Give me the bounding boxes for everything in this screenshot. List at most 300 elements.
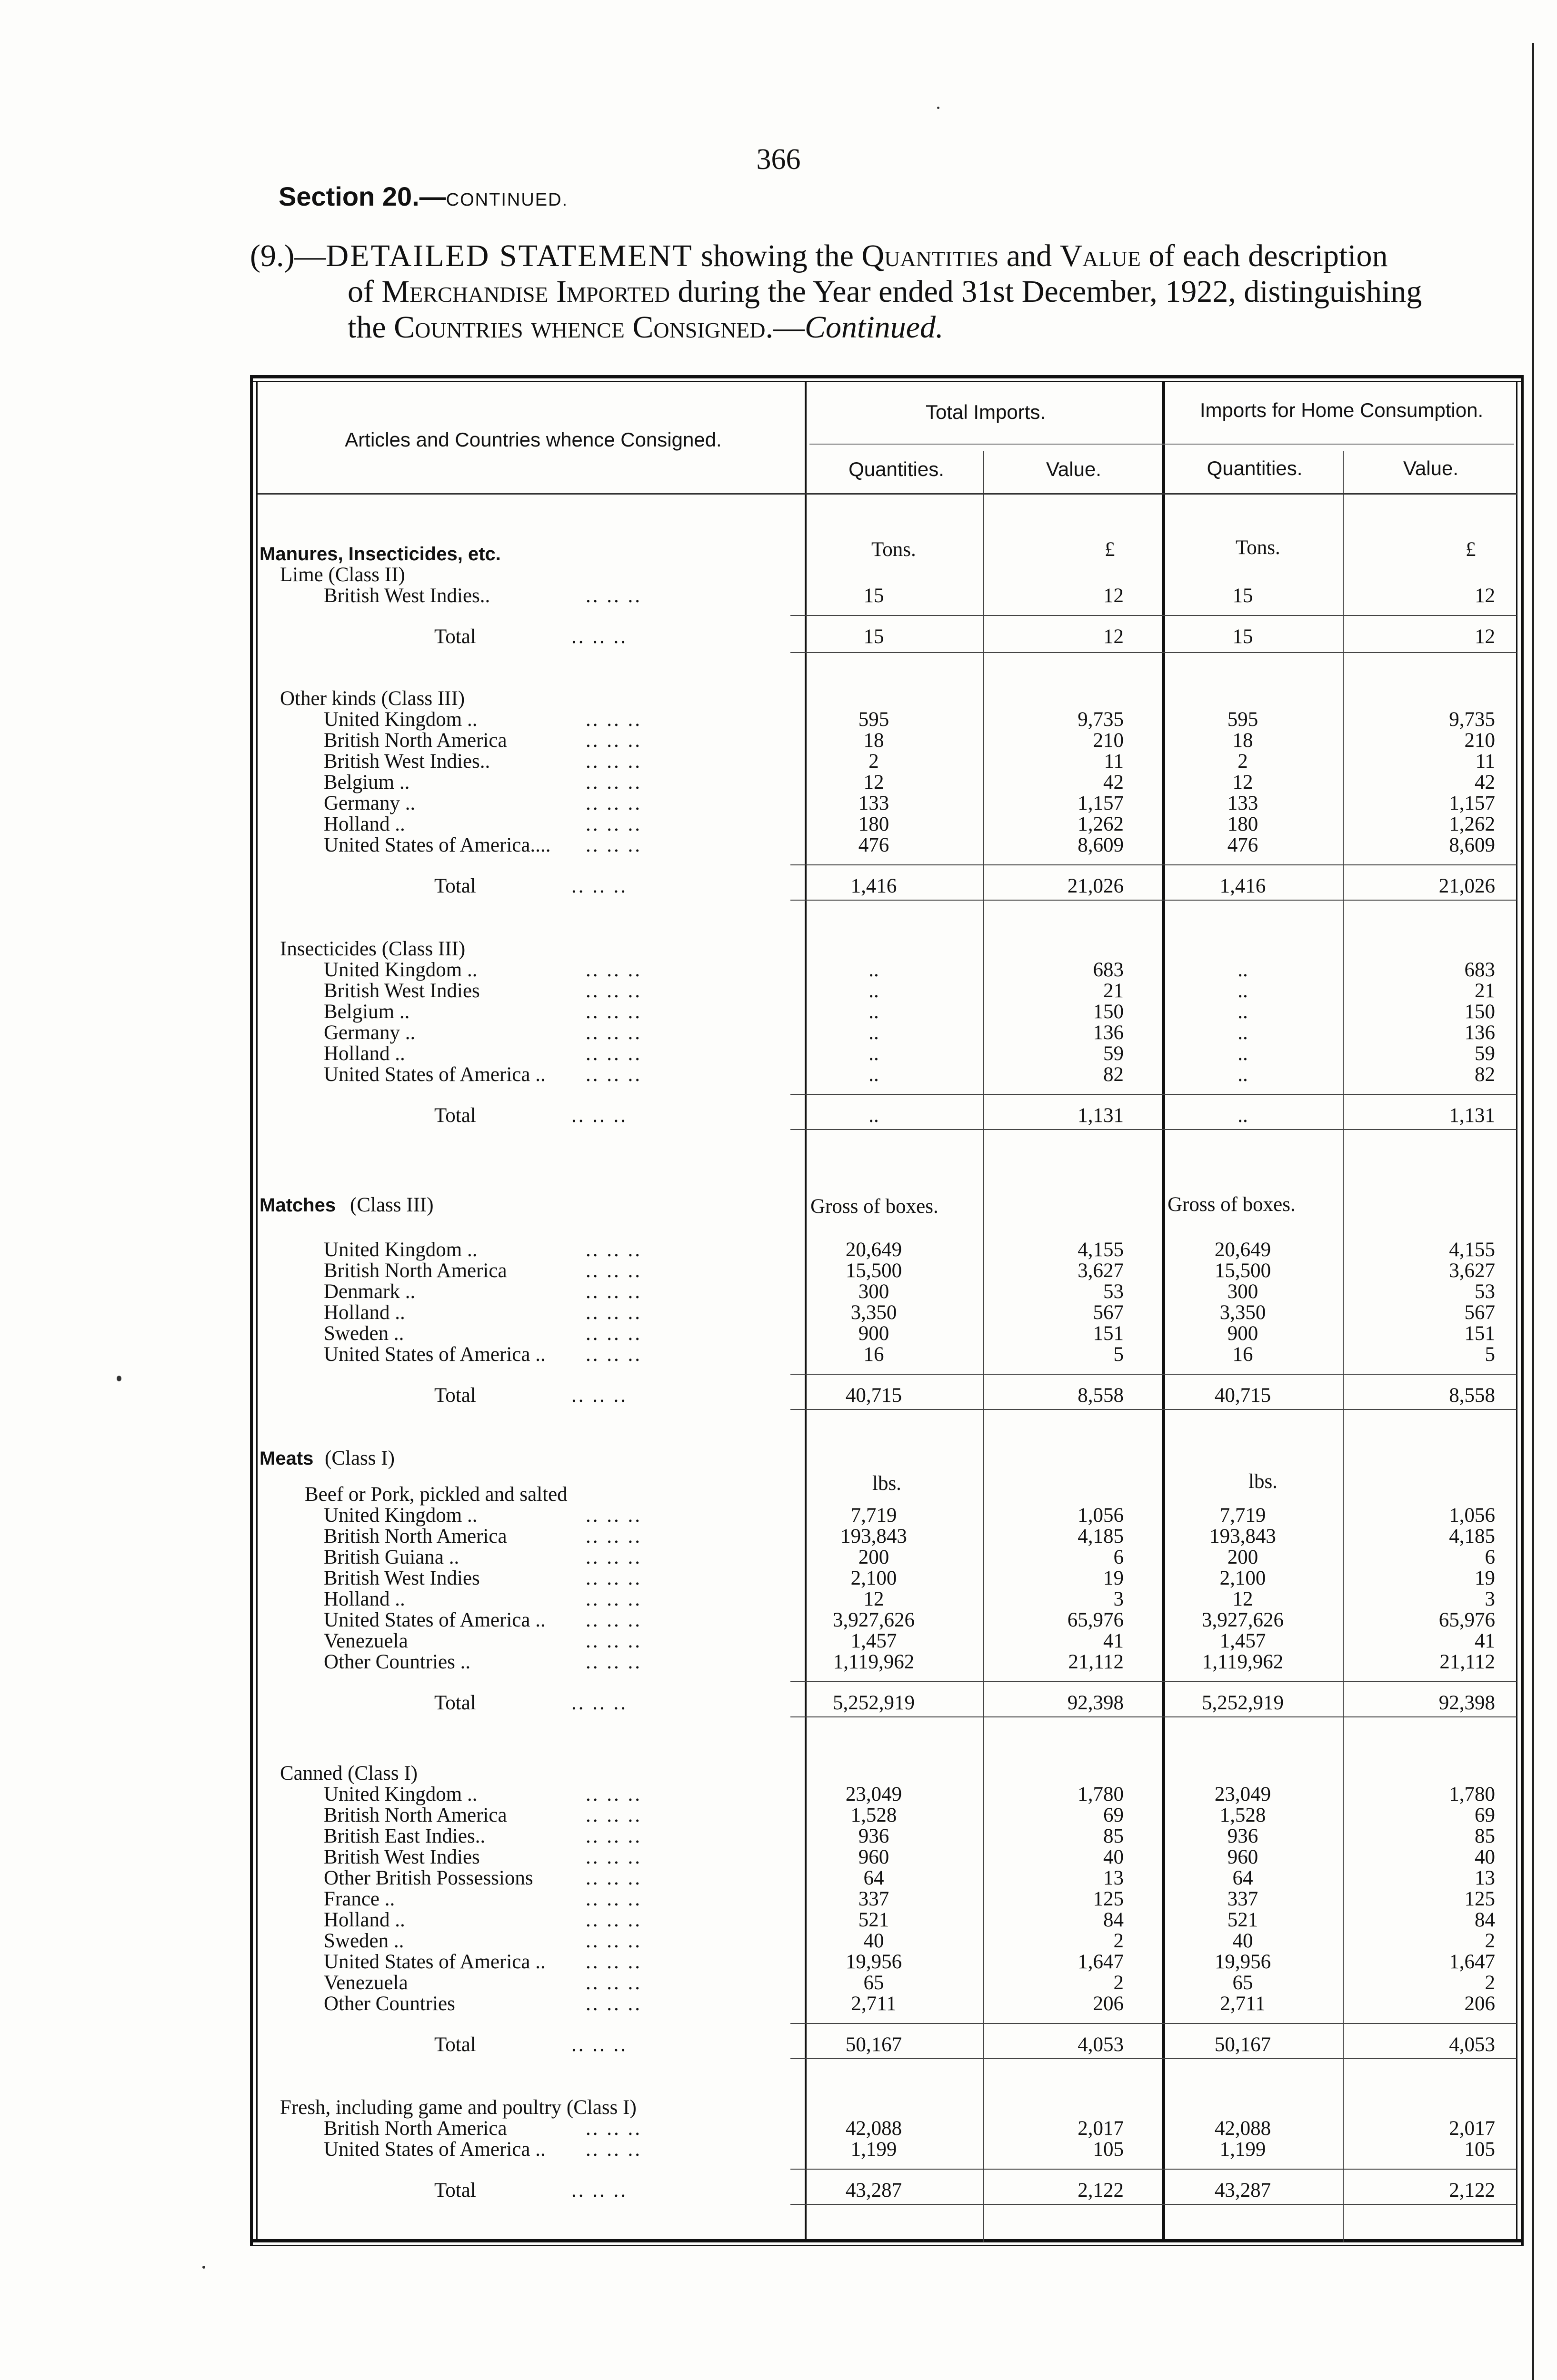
row-label: Beef or Pork, pickled and salted bbox=[305, 1483, 568, 1506]
leader-dots: .. .. .. bbox=[586, 1504, 642, 1527]
quantity-cell: 960 bbox=[858, 1846, 889, 1868]
value-cell: 105 bbox=[1464, 2138, 1495, 2161]
leader-dots: .. .. .. bbox=[586, 792, 642, 814]
value-cell: 151 bbox=[1464, 1322, 1495, 1345]
value-cell: 4,185 bbox=[1078, 1525, 1124, 1547]
quantity-cell: 5,252,919 bbox=[833, 1692, 915, 1714]
value-cell: 1,262 bbox=[1449, 813, 1495, 835]
leader-dots: .. .. .. bbox=[586, 1001, 642, 1023]
value-cell: 41 bbox=[1475, 1630, 1495, 1652]
value-cell: 1,780 bbox=[1449, 1783, 1495, 1805]
quantity-cell: .. bbox=[1238, 1063, 1248, 1086]
quantity-cell: 23,049 bbox=[845, 1783, 902, 1805]
quantity-cell: 1,119,962 bbox=[1202, 1651, 1284, 1673]
value-cell: 1,780 bbox=[1078, 1783, 1124, 1805]
leader-dots: .. .. .. bbox=[586, 813, 642, 835]
subhead-row bbox=[0, 688, 1557, 709]
row-label: British West Indies.. bbox=[324, 585, 490, 607]
row-label: Total bbox=[434, 875, 476, 897]
header-total-imports: Total Imports. bbox=[925, 401, 1046, 423]
quantity-cell: 7,719 bbox=[1219, 1504, 1266, 1527]
quantity-cell: 521 bbox=[858, 1909, 889, 1931]
value-cell: 150 bbox=[1464, 1001, 1495, 1023]
subhead-row bbox=[0, 565, 1557, 585]
heading-row bbox=[0, 1448, 1557, 1469]
row-label-class: (Class III) bbox=[350, 1194, 434, 1216]
row-label: British West Indies.. bbox=[324, 750, 490, 773]
quantity-cell: 15 bbox=[863, 625, 884, 648]
quantity-cell: 1,528 bbox=[850, 1804, 897, 1826]
quantity-cell: .. bbox=[868, 1063, 879, 1086]
quantity-cell: 40 bbox=[863, 1930, 884, 1952]
title-number: (9.)— bbox=[250, 238, 326, 273]
row-label: United States of America .. bbox=[324, 1063, 546, 1086]
row-label: Lime (Class II) bbox=[280, 564, 405, 586]
quantity-cell: 133 bbox=[1227, 792, 1258, 814]
total-rule bbox=[790, 1681, 1517, 1682]
value-cell: 65,976 bbox=[1067, 1609, 1124, 1631]
quantity-cell: 15 bbox=[1232, 585, 1253, 607]
value-cell: 2 bbox=[1113, 1972, 1124, 1994]
title-text: of bbox=[348, 274, 382, 309]
table-border bbox=[250, 375, 1524, 378]
leader-dots: .. .. .. bbox=[586, 708, 642, 731]
section-heading bbox=[279, 181, 568, 212]
table-row bbox=[0, 1826, 1557, 1847]
table-row bbox=[0, 1952, 1557, 1973]
leader-dots: .. .. .. bbox=[586, 1930, 642, 1952]
title-line-3 bbox=[250, 309, 1512, 345]
leader-dots: .. .. .. bbox=[571, 1384, 628, 1407]
row-label: Insecticides (Class III) bbox=[280, 938, 466, 960]
leader-dots: .. .. .. bbox=[586, 1909, 642, 1931]
total-row bbox=[0, 2034, 1557, 2055]
quantity-cell: 12 bbox=[1232, 771, 1253, 793]
quantity-cell: 521 bbox=[1227, 1909, 1258, 1931]
leader-dots: .. .. .. bbox=[571, 1692, 628, 1714]
quantity-cell: 595 bbox=[1227, 708, 1258, 731]
value-cell: 65,976 bbox=[1438, 1609, 1495, 1631]
value-cell: 1,056 bbox=[1078, 1504, 1124, 1527]
table-row bbox=[0, 1064, 1557, 1085]
subhead-row bbox=[0, 1484, 1557, 1505]
table-row bbox=[0, 835, 1557, 856]
title-text: of each description bbox=[1140, 238, 1388, 273]
quantity-cell: .. bbox=[1238, 959, 1248, 981]
row-label: Holland .. bbox=[324, 813, 405, 835]
value-cell: 40 bbox=[1103, 1846, 1124, 1868]
value-cell: 1,262 bbox=[1078, 813, 1124, 835]
leader-dots: .. .. .. bbox=[586, 771, 642, 793]
row-label: Total bbox=[434, 2179, 476, 2202]
table-row bbox=[0, 1652, 1557, 1673]
value-cell: 21,112 bbox=[1439, 1651, 1495, 1673]
header-rule bbox=[258, 493, 1517, 495]
value-cell: 12 bbox=[1475, 585, 1495, 607]
total-rule bbox=[790, 1094, 1517, 1095]
row-label: Other Countries bbox=[324, 1993, 455, 2015]
row-label: British West Indies bbox=[324, 1846, 480, 1868]
value-cell: 5 bbox=[1485, 1343, 1495, 1366]
table-row bbox=[0, 751, 1557, 772]
quantity-cell: 476 bbox=[858, 834, 889, 856]
value-cell: 4,155 bbox=[1078, 1239, 1124, 1261]
value-cell: 125 bbox=[1093, 1888, 1124, 1910]
value-cell: 1,157 bbox=[1078, 792, 1124, 814]
quantity-cell: .. bbox=[868, 1021, 879, 1044]
row-label: Holland .. bbox=[324, 1909, 405, 1931]
unit-label: £ bbox=[1105, 538, 1115, 561]
value-cell: 1,647 bbox=[1078, 1951, 1124, 1973]
row-label: United Kingdom .. bbox=[324, 1504, 478, 1527]
value-cell: 6 bbox=[1485, 1546, 1495, 1568]
row-label: Holland .. bbox=[324, 1588, 405, 1610]
quantity-cell: 1,119,962 bbox=[833, 1651, 915, 1673]
table-row bbox=[0, 1631, 1557, 1652]
row-label: Total bbox=[434, 1692, 476, 1714]
quantity-cell: 50,167 bbox=[1214, 2033, 1271, 2056]
row-label: Total bbox=[434, 625, 476, 648]
unit-label: Gross of boxes. bbox=[1168, 1193, 1296, 1216]
unit-label: Gross of boxes. bbox=[810, 1195, 938, 1218]
quantity-cell: 40,715 bbox=[1214, 1384, 1271, 1407]
title-main: DETAILED STATEMENT bbox=[326, 238, 693, 273]
quantity-cell: 20,649 bbox=[1214, 1239, 1271, 1261]
total-row bbox=[0, 626, 1557, 647]
leader-dots: .. .. .. bbox=[571, 625, 628, 648]
value-cell: 4,053 bbox=[1449, 2033, 1495, 2056]
value-cell: 53 bbox=[1103, 1280, 1124, 1303]
row-label: Total bbox=[434, 1104, 476, 1127]
total-rule bbox=[790, 2169, 1517, 2170]
quantity-cell: 1,199 bbox=[850, 2138, 897, 2161]
value-cell: 8,558 bbox=[1449, 1384, 1495, 1407]
quantity-cell: 3,350 bbox=[850, 1301, 897, 1324]
title-text: .— bbox=[765, 310, 805, 345]
row-label: France .. bbox=[324, 1888, 395, 1910]
leader-dots: .. .. .. bbox=[586, 1588, 642, 1610]
header-articles: Articles and Countries whence Consigned. bbox=[345, 428, 722, 451]
leader-dots: .. .. .. bbox=[586, 1804, 642, 1826]
value-cell: 136 bbox=[1093, 1021, 1124, 1044]
quantity-cell: 42,088 bbox=[1214, 2117, 1271, 2140]
value-cell: 12 bbox=[1475, 625, 1495, 648]
quantity-cell: 200 bbox=[1227, 1546, 1258, 1568]
leader-dots: .. .. .. bbox=[571, 2033, 628, 2056]
value-cell: 1,157 bbox=[1449, 792, 1495, 814]
value-cell: 3,627 bbox=[1078, 1259, 1124, 1282]
row-label: British North America bbox=[324, 2117, 507, 2140]
leader-dots: .. .. .. bbox=[586, 1322, 642, 1345]
leader-dots: .. .. .. bbox=[586, 1651, 642, 1673]
value-cell: 9,735 bbox=[1449, 708, 1495, 731]
leader-dots: .. .. .. bbox=[586, 729, 642, 752]
total-rule bbox=[790, 615, 1517, 616]
total-rule bbox=[790, 1409, 1517, 1410]
value-cell: 19 bbox=[1475, 1567, 1495, 1589]
value-cell: 8,609 bbox=[1449, 834, 1495, 856]
title-text: Continued. bbox=[804, 310, 944, 345]
quantity-cell: 64 bbox=[1232, 1867, 1253, 1889]
unit-label: £ bbox=[1466, 538, 1476, 561]
quantity-cell: 2,711 bbox=[1220, 1993, 1266, 2015]
header-home-consumption: Imports for Home Consumption. bbox=[1199, 399, 1484, 421]
table-border bbox=[250, 2245, 1524, 2246]
unit-label: lbs. bbox=[872, 1472, 901, 1495]
value-cell: 82 bbox=[1475, 1063, 1495, 1086]
value-cell: 40 bbox=[1475, 1846, 1495, 1868]
leader-dots: .. .. .. bbox=[586, 1546, 642, 1568]
quantity-cell: 300 bbox=[1227, 1280, 1258, 1303]
total-row bbox=[0, 1105, 1557, 1126]
quantity-cell: 42,088 bbox=[845, 2117, 902, 2140]
quantity-cell: 3,927,626 bbox=[1202, 1609, 1284, 1631]
total-rule bbox=[790, 1716, 1517, 1717]
value-cell: 84 bbox=[1475, 1909, 1495, 1931]
table-row bbox=[0, 709, 1557, 730]
row-label: Other kinds (Class III) bbox=[280, 687, 465, 710]
value-cell: 210 bbox=[1464, 729, 1495, 752]
quantity-cell: 15,500 bbox=[845, 1259, 902, 1282]
leader-dots: .. .. .. bbox=[586, 1867, 642, 1889]
value-cell: 69 bbox=[1103, 1804, 1124, 1826]
table-row bbox=[0, 1323, 1557, 1344]
leader-dots: .. .. .. bbox=[586, 1280, 642, 1303]
leader-dots: .. .. .. bbox=[586, 1951, 642, 1973]
header-rule bbox=[809, 444, 1514, 445]
row-label: Total bbox=[434, 2033, 476, 2056]
table-border bbox=[250, 2239, 1524, 2242]
table-row bbox=[0, 1240, 1557, 1260]
row-label: Total bbox=[434, 1384, 476, 1407]
value-cell: 683 bbox=[1093, 959, 1124, 981]
total-row bbox=[0, 2180, 1557, 2201]
value-cell: 2,122 bbox=[1078, 2179, 1124, 2202]
quantity-cell: .. bbox=[868, 1042, 879, 1065]
quantity-cell: 40 bbox=[1232, 1930, 1253, 1952]
value-cell: 1,131 bbox=[1078, 1104, 1124, 1127]
value-cell: 92,398 bbox=[1438, 1692, 1495, 1714]
total-rule bbox=[790, 1129, 1517, 1130]
page-number: 366 bbox=[756, 143, 801, 176]
value-cell: 53 bbox=[1475, 1280, 1495, 1303]
total-row bbox=[0, 876, 1557, 897]
table-row bbox=[0, 1610, 1557, 1631]
quantity-cell: 16 bbox=[1232, 1343, 1253, 1366]
row-label: British North America bbox=[324, 1259, 507, 1282]
value-cell: 84 bbox=[1103, 1909, 1124, 1931]
total-row bbox=[0, 1385, 1557, 1406]
quantity-cell: 12 bbox=[863, 771, 884, 793]
quantity-cell: 1,199 bbox=[1219, 2138, 1266, 2161]
title-text: Value bbox=[1059, 238, 1141, 273]
leader-dots: .. .. .. bbox=[586, 2117, 642, 2140]
statement-title bbox=[250, 238, 1512, 345]
row-label: Denmark .. bbox=[324, 1280, 416, 1303]
row-label: Germany .. bbox=[324, 792, 416, 814]
leader-dots: .. .. .. bbox=[586, 1343, 642, 1366]
value-cell: 85 bbox=[1103, 1825, 1124, 1847]
table-row bbox=[0, 730, 1557, 751]
table-row bbox=[0, 981, 1557, 1002]
quantity-cell: .. bbox=[868, 1001, 879, 1023]
value-cell: 8,558 bbox=[1078, 1384, 1124, 1407]
table-row bbox=[0, 1847, 1557, 1868]
quantity-cell: 900 bbox=[858, 1322, 889, 1345]
total-rule bbox=[790, 900, 1517, 901]
quantity-cell: .. bbox=[1238, 1021, 1248, 1044]
quantity-cell: .. bbox=[1238, 1104, 1248, 1127]
leader-dots: .. .. .. bbox=[586, 959, 642, 981]
value-cell: 59 bbox=[1103, 1042, 1124, 1065]
value-cell: 85 bbox=[1475, 1825, 1495, 1847]
quantity-cell: 15 bbox=[863, 585, 884, 607]
table-row bbox=[0, 1505, 1557, 1526]
quantity-cell: 2 bbox=[868, 750, 879, 773]
leader-dots: .. .. .. bbox=[586, 1301, 642, 1324]
table-row bbox=[0, 1868, 1557, 1889]
row-label: Fresh, including game and poultry (Class I) bbox=[280, 2096, 637, 2119]
table-row bbox=[0, 793, 1557, 814]
header-value: Value. bbox=[1403, 457, 1458, 479]
value-cell: 8,609 bbox=[1078, 834, 1124, 856]
quantity-cell: 180 bbox=[1227, 813, 1258, 835]
leader-dots: .. .. .. bbox=[586, 1783, 642, 1805]
row-label: Sweden .. bbox=[324, 1322, 404, 1345]
quantity-cell: 960 bbox=[1227, 1846, 1258, 1868]
value-cell: 21,112 bbox=[1068, 1651, 1124, 1673]
row-label: British North America bbox=[324, 729, 507, 752]
row-label: Holland .. bbox=[324, 1042, 405, 1065]
table-row bbox=[0, 1547, 1557, 1568]
quantity-cell: 50,167 bbox=[845, 2033, 902, 2056]
quantity-cell: 193,843 bbox=[840, 1525, 907, 1547]
value-cell: 59 bbox=[1475, 1042, 1495, 1065]
row-label: Sweden .. bbox=[324, 1930, 404, 1952]
table-row bbox=[0, 1022, 1557, 1043]
value-cell: 683 bbox=[1464, 959, 1495, 981]
quantity-cell: 180 bbox=[858, 813, 889, 835]
quantity-cell: .. bbox=[868, 980, 879, 1002]
quantity-cell: 15,500 bbox=[1214, 1259, 1271, 1282]
quantity-cell: 65 bbox=[863, 1972, 884, 1994]
value-cell: 210 bbox=[1093, 729, 1124, 752]
row-label: United Kingdom .. bbox=[324, 1239, 478, 1261]
subhead-row bbox=[0, 939, 1557, 960]
quantity-cell: 20,649 bbox=[845, 1239, 902, 1261]
table-row bbox=[0, 2139, 1557, 2160]
table-row bbox=[0, 1302, 1557, 1323]
leader-dots: .. .. .. bbox=[586, 585, 642, 607]
value-cell: 21,026 bbox=[1438, 875, 1495, 897]
quantity-cell: 3,350 bbox=[1219, 1301, 1266, 1324]
quantity-cell: 19,956 bbox=[1214, 1951, 1271, 1973]
row-label-class: (Class I) bbox=[325, 1447, 395, 1469]
value-cell: 42 bbox=[1103, 771, 1124, 793]
quantity-cell: 936 bbox=[1227, 1825, 1258, 1847]
row-label: British Guiana .. bbox=[324, 1546, 459, 1568]
value-cell: 12 bbox=[1103, 625, 1124, 648]
speck bbox=[202, 2266, 205, 2269]
value-cell: 3 bbox=[1113, 1588, 1124, 1610]
row-label: Canned (Class I) bbox=[280, 1762, 418, 1785]
quantity-cell: 3,927,626 bbox=[833, 1609, 915, 1631]
value-cell: 4,185 bbox=[1449, 1525, 1495, 1547]
quantity-cell: 2,100 bbox=[850, 1567, 897, 1589]
table-row bbox=[0, 1973, 1557, 1993]
quantity-cell: 1,416 bbox=[1219, 875, 1266, 897]
value-cell: 3 bbox=[1485, 1588, 1495, 1610]
table-border bbox=[250, 381, 1524, 382]
subhead-row bbox=[0, 1763, 1557, 1784]
quantity-cell: 12 bbox=[863, 1588, 884, 1610]
table-row bbox=[0, 960, 1557, 981]
row-label: Belgium .. bbox=[324, 771, 410, 793]
value-cell: 21 bbox=[1475, 980, 1495, 1002]
unit-label: Tons. bbox=[1236, 536, 1280, 559]
table-row bbox=[0, 1993, 1557, 2014]
row-label: United Kingdom .. bbox=[324, 1783, 478, 1805]
leader-dots: .. .. .. bbox=[586, 1972, 642, 1994]
value-cell: 1,056 bbox=[1449, 1504, 1495, 1527]
leader-dots: .. .. .. bbox=[586, 1888, 642, 1910]
quantity-cell: 1,457 bbox=[1219, 1630, 1266, 1652]
value-cell: 2,122 bbox=[1449, 2179, 1495, 2202]
quantity-cell: 16 bbox=[863, 1343, 884, 1366]
quantity-cell: .. bbox=[1238, 1001, 1248, 1023]
table-row bbox=[0, 814, 1557, 835]
value-cell: 13 bbox=[1475, 1867, 1495, 1889]
value-cell: 125 bbox=[1464, 1888, 1495, 1910]
row-label: British East Indies.. bbox=[324, 1825, 486, 1847]
title-text: Merchandise Imported bbox=[381, 274, 670, 309]
leader-dots: .. .. .. bbox=[586, 834, 642, 856]
row-label: Meats bbox=[260, 1448, 314, 1469]
header-quantities: Quantities. bbox=[1207, 457, 1303, 479]
header-quantities: Quantities. bbox=[848, 458, 944, 480]
leader-dots: .. .. .. bbox=[586, 1567, 642, 1589]
row-label: United Kingdom .. bbox=[324, 708, 478, 731]
row-label: United States of America .. bbox=[324, 1343, 546, 1366]
value-cell: 567 bbox=[1093, 1301, 1124, 1324]
value-cell: 13 bbox=[1103, 1867, 1124, 1889]
row-label: United Kingdom .. bbox=[324, 959, 478, 981]
value-cell: 6 bbox=[1113, 1546, 1124, 1568]
table-row bbox=[0, 1568, 1557, 1589]
leader-dots: .. .. .. bbox=[586, 1021, 642, 1044]
total-rule bbox=[790, 2058, 1517, 2059]
quantity-cell: 1,457 bbox=[850, 1630, 897, 1652]
value-cell: 92,398 bbox=[1067, 1692, 1124, 1714]
quantity-cell: 18 bbox=[863, 729, 884, 752]
value-cell: 206 bbox=[1093, 1993, 1124, 2015]
leader-dots: .. .. .. bbox=[586, 1825, 642, 1847]
heading-row bbox=[0, 544, 1557, 565]
row-label: United States of America .. bbox=[324, 1609, 546, 1631]
leader-dots: .. .. .. bbox=[571, 875, 628, 897]
table-row bbox=[0, 2118, 1557, 2139]
value-cell: 2 bbox=[1485, 1930, 1495, 1952]
leader-dots: .. .. .. bbox=[586, 1525, 642, 1547]
value-cell: 151 bbox=[1093, 1322, 1124, 1345]
title-text: and bbox=[998, 238, 1060, 273]
value-cell: 567 bbox=[1464, 1301, 1495, 1324]
row-label: Manures, Insecticides, etc. bbox=[260, 544, 501, 565]
total-rule bbox=[790, 2204, 1517, 2205]
value-cell: 2 bbox=[1113, 1930, 1124, 1952]
leader-dots: .. .. .. bbox=[586, 1609, 642, 1631]
quantity-cell: 19,956 bbox=[845, 1951, 902, 1973]
